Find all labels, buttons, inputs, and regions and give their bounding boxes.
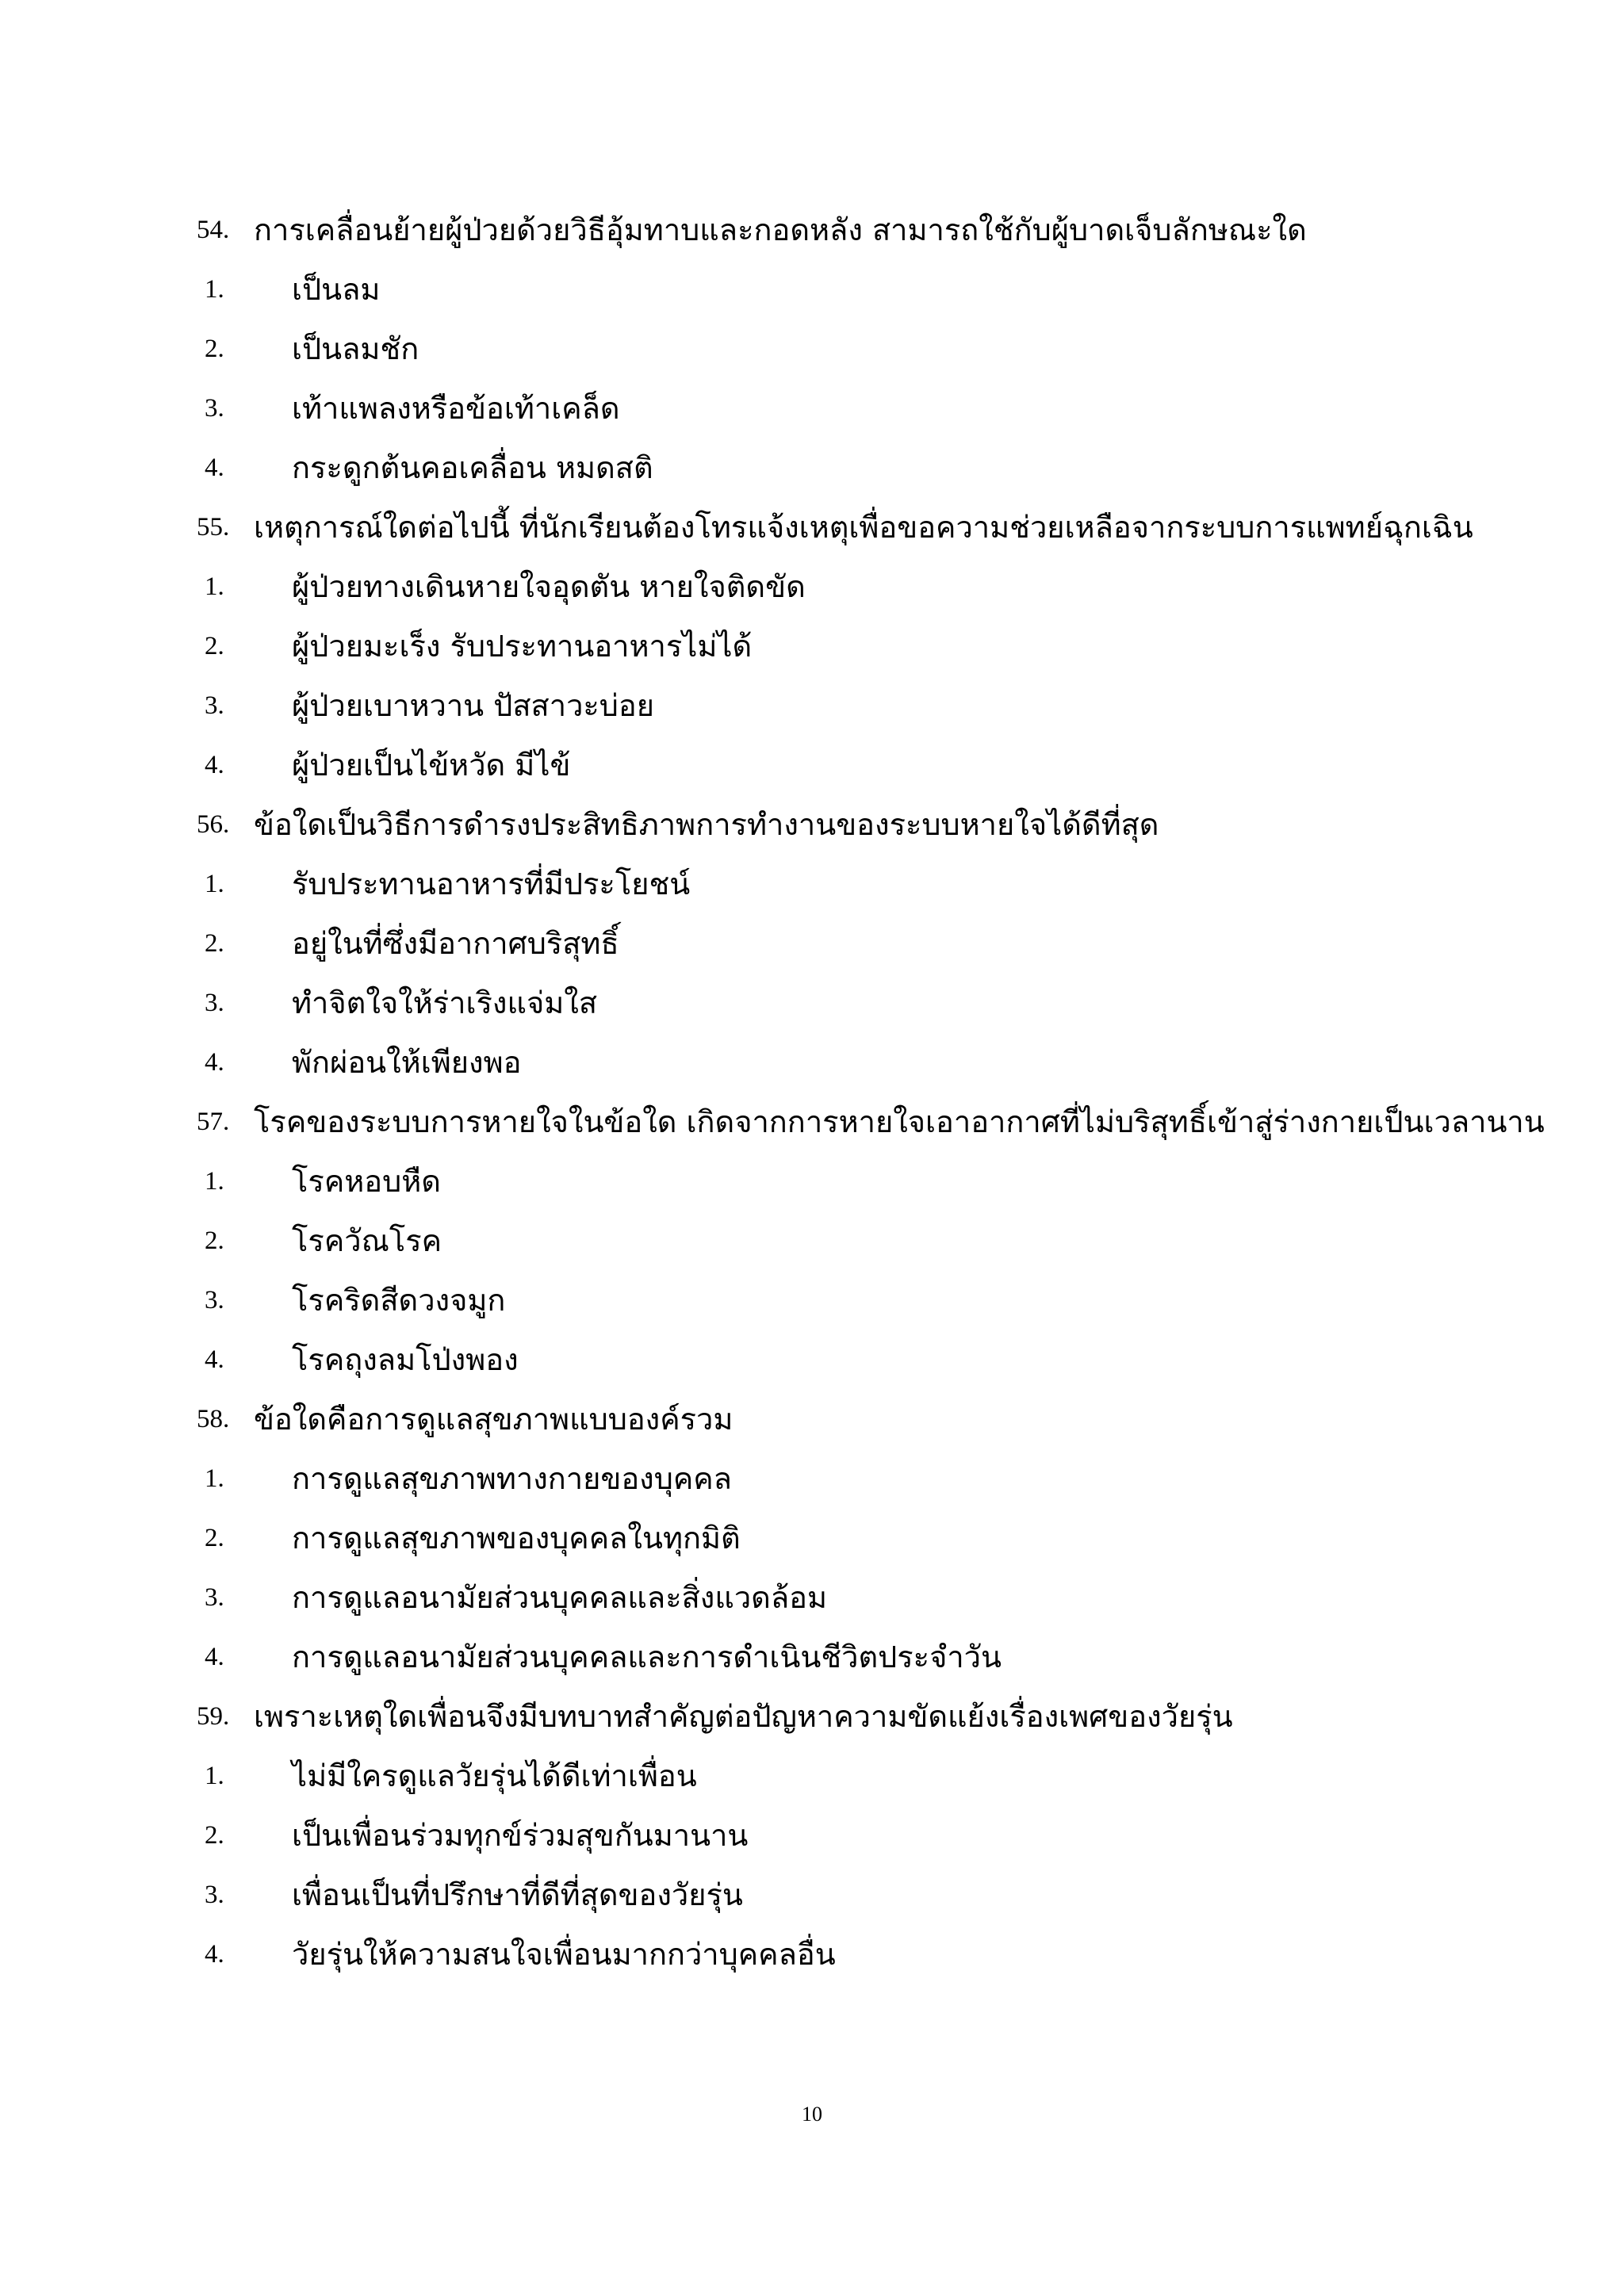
option-number: 4. [205, 751, 224, 779]
answer-option [197, 383, 1545, 442]
question-line [197, 1394, 1545, 1453]
option-text: โรควัณโรค [292, 1223, 442, 1258]
answer-option [197, 1156, 1545, 1215]
question-number: 57. [197, 1108, 230, 1136]
option-number: 2. [205, 632, 224, 660]
option-text: การดูแลอนามัยส่วนบุคคลและการดำเนินชีวิตประจำวัน [292, 1640, 1002, 1674]
option-number: 2. [205, 1821, 224, 1850]
answer-option [197, 323, 1545, 383]
option-number: 4. [205, 1345, 224, 1374]
answer-option [197, 1572, 1545, 1632]
answer-option [197, 1929, 1545, 1988]
option-number: 2. [205, 1524, 224, 1552]
answer-option [197, 1215, 1545, 1275]
option-text: โรคถุงลมโป่งพอง [292, 1342, 519, 1377]
option-text: เพื่อนเป็นที่ปรึกษาที่ดีที่สุดของวัยรุ่น [292, 1877, 743, 1912]
option-number: 1. [205, 1762, 224, 1790]
answer-option [197, 1453, 1545, 1513]
question-line [197, 799, 1545, 859]
question-block [197, 1394, 1545, 1691]
answer-option [197, 1869, 1545, 1929]
option-text: ผู้ป่วยเบาหวาน ปัสสาวะบ่อย [292, 688, 655, 723]
question-number: 58. [197, 1405, 230, 1433]
option-text: การดูแลสุขภาพของบุคคลในทุกมิติ [292, 1521, 741, 1556]
option-number: 3. [205, 691, 224, 720]
option-number: 1. [205, 275, 224, 304]
option-text: โรคหอบหืด [292, 1164, 441, 1199]
question-line [197, 1691, 1545, 1751]
answer-option [197, 978, 1545, 1037]
question-text: โรคของระบบการหายใจในข้อใด เกิดจากการหายใจเอาอากาศที่ไม่บริสุทธิ์เข้าสู่ร่างกายเป็นเวลานาน [254, 1104, 1545, 1139]
answer-option [197, 561, 1545, 621]
option-number: 1. [205, 1464, 224, 1493]
option-number: 3. [205, 394, 224, 423]
option-text: เท้าแพลงหรือข้อเท้าเคล็ด [292, 391, 620, 426]
option-text: เป็นลม [292, 272, 381, 307]
question-block [197, 1691, 1545, 1988]
answer-option [197, 621, 1545, 680]
answer-option [197, 1751, 1545, 1810]
option-number: 4. [205, 1048, 224, 1077]
option-text: การดูแลสุขภาพทางกายของบุคคล [292, 1461, 732, 1496]
answer-option [197, 918, 1545, 978]
option-text: ผู้ป่วยทางเดินหายใจอุดตัน หายใจติดขัด [292, 569, 806, 604]
answer-option [197, 1275, 1545, 1334]
option-number: 1. [205, 1167, 224, 1196]
answer-option [197, 442, 1545, 502]
option-number: 4. [205, 1940, 224, 1969]
question-line [197, 205, 1545, 264]
option-text: ไม่มีใครดูแลวัยรุ่นได้ดีเท่าเพื่อน [292, 1758, 697, 1793]
option-text: เป็นเพื่อนร่วมทุกข์ร่วมสุขกันมานาน [292, 1818, 749, 1853]
option-text: กระดูกต้นคอเคลื่อน หมดสติ [292, 450, 653, 485]
answer-option [197, 1334, 1545, 1394]
option-text: พักผ่อนให้เพียงพอ [292, 1045, 522, 1080]
option-text: เป็นลมชัก [292, 331, 419, 366]
option-number: 4. [205, 453, 224, 482]
answer-option [197, 1810, 1545, 1869]
option-text: อยู่ในที่ซึ่งมีอากาศบริสุทธิ์ [292, 926, 619, 961]
option-text: รับประทานอาหารที่มีประโยชน์ [292, 867, 691, 901]
question-text: เพราะเหตุใดเพื่อนจึงมีบทบาทสำคัญต่อปัญหาความขัดแย้งเรื่องเพศของวัยรุ่น [254, 1699, 1233, 1734]
question-number: 59. [197, 1702, 230, 1731]
page-number: 10 [802, 2103, 822, 2126]
question-line [197, 502, 1545, 561]
option-text: การดูแลอนามัยส่วนบุคคลและสิ่งแวดล้อม [292, 1580, 828, 1615]
question-number: 54. [197, 216, 230, 244]
question-block [197, 502, 1545, 799]
option-number: 3. [205, 1286, 224, 1314]
option-number: 3. [205, 1881, 224, 1909]
answer-option [197, 264, 1545, 323]
answer-option [197, 859, 1545, 918]
option-number: 1. [205, 870, 224, 898]
option-number: 4. [205, 1643, 224, 1671]
option-number: 2. [205, 335, 224, 363]
question-number: 56. [197, 810, 230, 839]
option-text: โรคริดสีดวงจมูก [292, 1283, 506, 1318]
question-text: ข้อใดเป็นวิธีการดำรงประสิทธิภาพการทำงานของระบบหายใจได้ดีที่สุด [254, 807, 1159, 842]
option-text: ทำจิตใจให้ร่าเริงแจ่มใส [292, 985, 598, 1020]
option-number: 2. [205, 929, 224, 958]
option-number: 2. [205, 1226, 224, 1255]
answer-option [197, 1513, 1545, 1572]
option-text: ผู้ป่วยมะเร็ง รับประทานอาหารไม่ได้ [292, 629, 753, 664]
answer-option [197, 1037, 1545, 1096]
answer-option [197, 1632, 1545, 1691]
question-line [197, 1096, 1545, 1156]
option-text: ผู้ป่วยเป็นไข้หวัด มีไข้ [292, 748, 571, 783]
question-block [197, 205, 1545, 502]
question-number: 55. [197, 513, 230, 541]
question-list [197, 205, 1545, 1988]
option-text: วัยรุ่นให้ความสนใจเพื่อนมากกว่าบุคคลอื่น [292, 1937, 836, 1972]
question-text: การเคลื่อนย้ายผู้ป่วยด้วยวิธีอุ้มทาบและกอดหลัง สามารถใช้กับผู้บาดเจ็บลักษณะใด [254, 212, 1307, 247]
option-number: 3. [205, 1583, 224, 1612]
answer-option [197, 740, 1545, 799]
question-block [197, 1096, 1545, 1394]
option-number: 3. [205, 989, 224, 1017]
question-block [197, 799, 1545, 1096]
answer-option [197, 680, 1545, 740]
option-number: 1. [205, 572, 224, 601]
question-text: เหตุการณ์ใดต่อไปนี้ ที่นักเรียนต้องโทรแจ้งเหตุเพื่อขอความช่วยเหลือจากระบบการแพทย์ฉุกเฉิน [254, 510, 1473, 545]
question-text: ข้อใดคือการดูแลสุขภาพแบบองค์รวม [254, 1402, 733, 1437]
